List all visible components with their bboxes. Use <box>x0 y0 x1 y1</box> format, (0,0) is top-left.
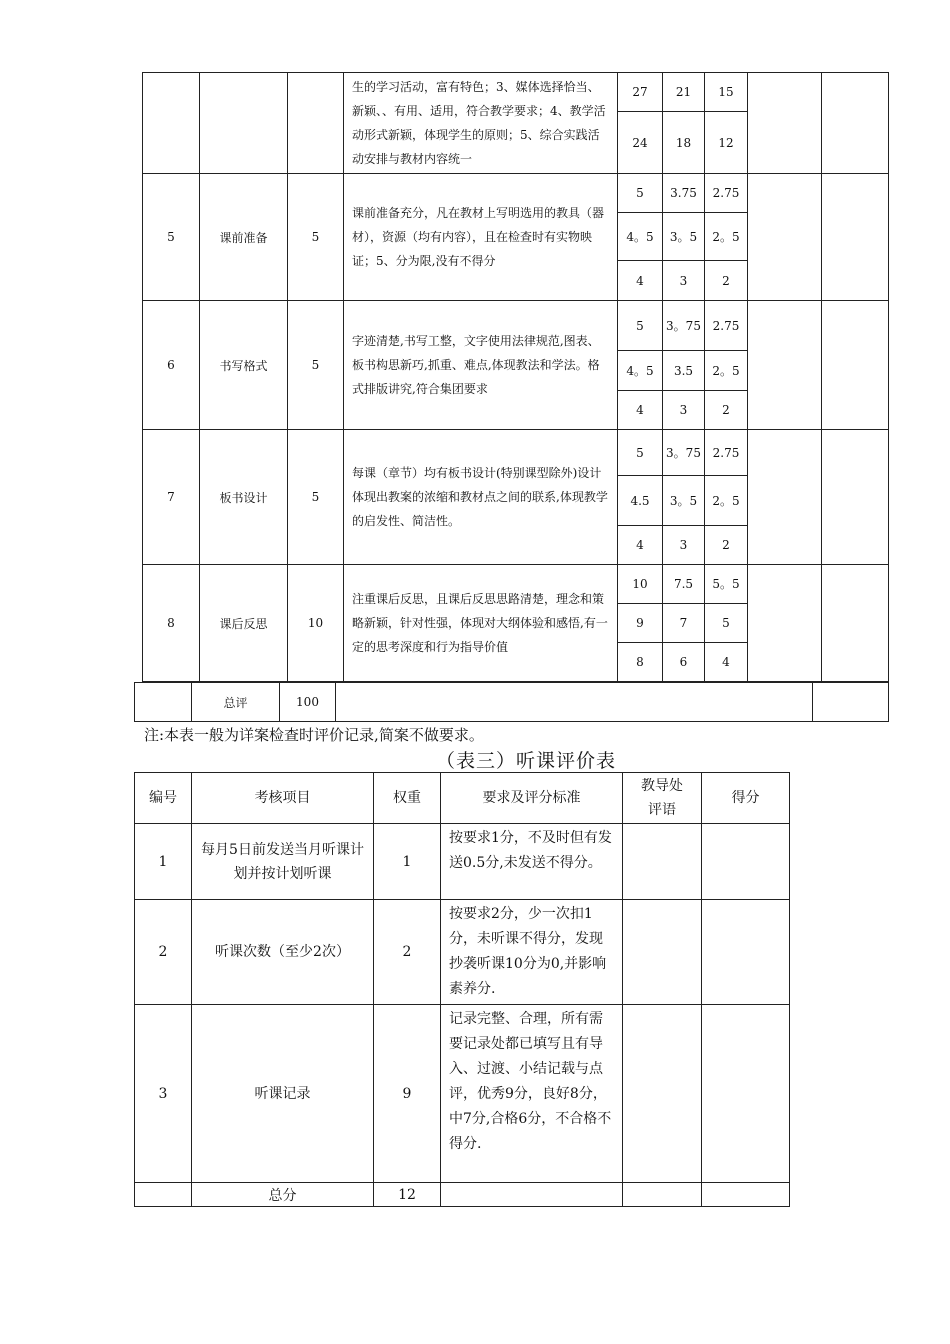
item-cell: 书写格式 <box>200 301 288 430</box>
score-cell <box>702 1005 790 1183</box>
item-cell: 课后反思 <box>200 565 288 682</box>
score-c: 4 <box>705 643 748 682</box>
score-b: 21 <box>663 73 705 112</box>
weight-cell: 2 <box>374 900 441 1005</box>
score-c: 2。5 <box>705 213 748 261</box>
table-row <box>135 1005 790 1183</box>
table-note: 注:本表一般为详案检查时评价记录,简案不做要求。 <box>144 726 484 744</box>
score-c: 2 <box>705 391 748 430</box>
weight-cell: 10 <box>288 565 344 682</box>
score-a: 24 <box>618 112 663 174</box>
item-cell: 课前准备 <box>200 174 288 301</box>
score-c: 5 <box>705 604 748 643</box>
result-cell <box>822 301 889 430</box>
item-cell: 听课记录 <box>192 1005 374 1183</box>
score-c: 2.75 <box>705 301 748 351</box>
score-cell <box>702 824 790 900</box>
table-row <box>143 301 889 351</box>
score-a: 4。5 <box>618 213 663 261</box>
table-row <box>135 900 790 1005</box>
score-a: 4 <box>618 391 663 430</box>
comment-cell <box>748 174 822 301</box>
requirement-cell: 记录完整、合理，所有需要记录处都已填写且有导入、过渡、小结记载与点评，优秀9分，良好8分，中7分,合格6分，不合格不得分. <box>441 1005 623 1183</box>
requirement-cell: 课前准备充分，凡在教材上写明选用的教具（器材），资源（均有内容），且在检查时有实物映证；5、分为限,没有不得分 <box>344 174 618 301</box>
score-c: 2 <box>705 261 748 301</box>
score-b: 3.5 <box>663 351 705 391</box>
item-cell <box>200 73 288 174</box>
score-b: 18 <box>663 112 705 174</box>
number-cell: 8 <box>143 565 200 682</box>
header-comment: 教导处评语 <box>623 773 702 824</box>
score-c: 2。5 <box>705 351 748 391</box>
score-a: 10 <box>618 565 663 604</box>
number-cell: 3 <box>135 1005 192 1183</box>
score-b: 3.75 <box>663 174 705 213</box>
weight-cell <box>288 73 344 174</box>
result-cell <box>822 565 889 682</box>
score-a: 5 <box>618 430 663 476</box>
comment-cell <box>748 73 822 174</box>
blank-cell <box>813 683 889 722</box>
weight-cell: 5 <box>288 174 344 301</box>
comment-cell <box>748 430 822 565</box>
header-item: 考核项目 <box>192 773 374 824</box>
blank-cell <box>702 1183 790 1207</box>
result-cell <box>822 430 889 565</box>
blank-cell <box>441 1183 623 1207</box>
requirement-cell: 生的学习活动，富有特色；3、媒体选择恰当、新颖、、有用、适用，符合教学要求；4、教学活动形式新颖，体现学生的原则；5、综合实践活动安排与教材内容统一 <box>344 73 618 174</box>
table-title: （表三）听课评价表 <box>436 750 617 772</box>
score-c: 12 <box>705 112 748 174</box>
blank-cell <box>623 1183 702 1207</box>
table-row <box>135 824 790 900</box>
score-b: 3 <box>663 526 705 565</box>
item-cell: 听课次数（至少2次） <box>192 900 374 1005</box>
comment-cell <box>748 565 822 682</box>
table-row <box>143 565 889 604</box>
weight-cell: 5 <box>288 301 344 430</box>
comment-cell <box>623 1005 702 1183</box>
blank-cell <box>135 683 192 722</box>
score-a: 8 <box>618 643 663 682</box>
comment-cell <box>623 900 702 1005</box>
header-score: 得分 <box>702 773 790 824</box>
number-cell <box>143 73 200 174</box>
total-label: 总分 <box>192 1183 374 1207</box>
table-row <box>143 174 889 213</box>
score-b: 3。75 <box>663 430 705 476</box>
item-cell: 板书设计 <box>200 430 288 565</box>
weight-cell: 1 <box>374 824 441 900</box>
score-c: 2.75 <box>705 174 748 213</box>
total-row-table <box>134 682 889 722</box>
score-a: 4.5 <box>618 476 663 526</box>
number-cell: 5 <box>143 174 200 301</box>
score-a: 5 <box>618 301 663 351</box>
requirement-cell: 按要求2分，少一次扣1分，未听课不得分，发现抄袭听课10分为0,并影响素养分. <box>441 900 623 1005</box>
total-value: 12 <box>374 1183 441 1207</box>
requirement-cell: 按要求1分，不及时但有发送0.5分,未发送不得分。 <box>441 824 623 900</box>
score-b: 6 <box>663 643 705 682</box>
score-c: 5。5 <box>705 565 748 604</box>
score-c: 2。5 <box>705 476 748 526</box>
number-cell: 2 <box>135 900 192 1005</box>
number-cell: 6 <box>143 301 200 430</box>
score-b: 3 <box>663 391 705 430</box>
header-row <box>135 773 790 824</box>
blank-cell <box>336 683 813 722</box>
score-a: 5 <box>618 174 663 213</box>
requirement-cell: 字迹清楚,书写工整，文字使用法律规范,图表、板书构思新巧,抓重、难点,体现教法和学法。格式排版讲究,符合集团要求 <box>344 301 618 430</box>
total-label: 总评 <box>192 683 280 722</box>
requirement-cell: 每课（章节）均有板书设计(特别课型除外)设计体现出教案的浓缩和教材点之间的联系,体现教学的启发性、简洁性。 <box>344 430 618 565</box>
requirement-cell: 注重课后反思，且课后反思思路清楚，理念和策略新颖，针对性强，体现对大纲体验和感悟,有一定的思考深度和行为指导价值 <box>344 565 618 682</box>
weight-cell: 5 <box>288 430 344 565</box>
score-a: 4 <box>618 526 663 565</box>
score-a: 9 <box>618 604 663 643</box>
score-c: 2.75 <box>705 430 748 476</box>
score-a: 4。5 <box>618 351 663 391</box>
observation-evaluation-table <box>134 772 790 1207</box>
header-weight: 权重 <box>374 773 441 824</box>
score-c: 15 <box>705 73 748 112</box>
number-cell: 1 <box>135 824 192 900</box>
comment-cell <box>748 301 822 430</box>
item-cell: 每月5日前发送当月听课计划并按计划听课 <box>192 824 374 900</box>
total-value: 100 <box>280 683 336 722</box>
table-row <box>143 73 889 112</box>
score-cell <box>702 900 790 1005</box>
score-b: 3。5 <box>663 476 705 526</box>
score-c: 2 <box>705 526 748 565</box>
score-b: 3 <box>663 261 705 301</box>
lesson-plan-evaluation-table <box>142 72 889 682</box>
total-row <box>135 1183 790 1207</box>
score-b: 7 <box>663 604 705 643</box>
score-a: 4 <box>618 261 663 301</box>
header-number: 编号 <box>135 773 192 824</box>
table-row <box>143 430 889 476</box>
result-cell <box>822 174 889 301</box>
header-requirement: 要求及评分标准 <box>441 773 623 824</box>
score-a: 27 <box>618 73 663 112</box>
total-row <box>135 683 889 722</box>
number-cell: 7 <box>143 430 200 565</box>
weight-cell: 9 <box>374 1005 441 1183</box>
score-b: 3。5 <box>663 213 705 261</box>
blank-cell <box>135 1183 192 1207</box>
result-cell <box>822 73 889 174</box>
score-b: 7.5 <box>663 565 705 604</box>
score-b: 3。75 <box>663 301 705 351</box>
comment-cell <box>623 824 702 900</box>
